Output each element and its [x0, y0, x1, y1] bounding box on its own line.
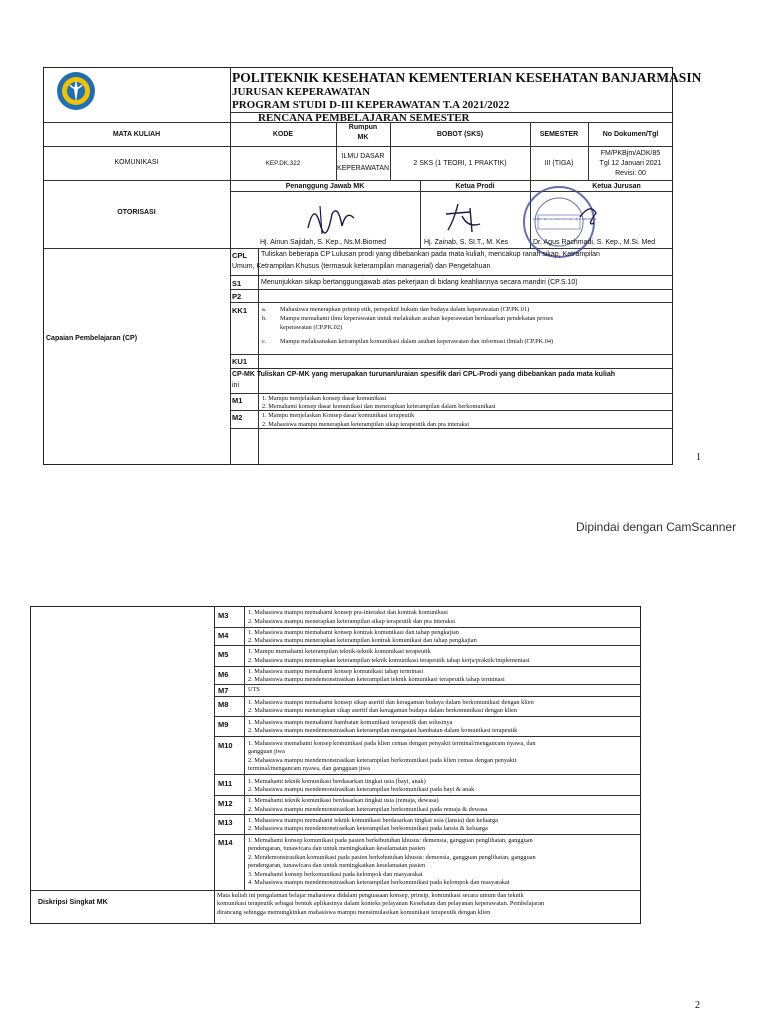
role-head-department: Ketua Jurusan [592, 183, 641, 190]
institution-name: POLITEKNIK KESEHATAN KEMENTERIAN KESEHATAN BANJARMASIN [232, 70, 702, 85]
kk1-item-b: Mampu memahami ilmu keperawatan untuk melakukan asuhan keperawatan berdasarkan pendekatan proses [280, 315, 554, 322]
module-code-m11: M11 [218, 779, 233, 788]
module-m14-item-3: 3. Memahami konsep berkomunikasi pada kelompok dan masyarakat [248, 871, 423, 878]
cpl-text-1: Tuliskan beberapa CP Lulusan prodi yang dibebankan pada mata kuliah, mencakup ranah sikap, Ketrampilan [261, 251, 600, 258]
cp-label: Capaian Pembelajaran (CP) [46, 335, 138, 342]
ku1-code: KU1 [232, 357, 248, 366]
module-m6-item-1: 1. Mahasiswa mampu memahami konsep komunikasi tahap terminasi [248, 668, 424, 675]
course-code: KEP.DK.322 [265, 160, 301, 167]
module-m4-item-2: 2. Mahasiswa mampu menerapkan keterampilan kontrak komunikasi dan tahap pengkajian [248, 637, 477, 644]
module-m2-item-1: 1. Mampu menjelaskan Konsep dasar komunikasi terapeutik [262, 412, 415, 419]
rumpun-line-1: ILMU DASAR [341, 153, 385, 160]
module-m14-item-2b: pendengaran, tunawicara dan untuk meningkatkan keselamatan pasien [248, 862, 426, 869]
module-m11-item-1: 1. Memahami teknik komunikasi berdasarkan tingkat usia (bayi, anak) [248, 778, 426, 785]
department-name: JURUSAN KEPERAWATAN [232, 86, 371, 98]
module-m14-item-4: 4. Mahasiswa mampu mendemonstrasikan keterampilan berkomunikasi pada kelompok dan masyarakat [248, 879, 510, 886]
s1-code: S1 [232, 279, 242, 288]
module-m3-item-2: 2. Mahasiswa mampu menerapkan keterampilan sikap terapeutik dan pra interaksi [248, 618, 456, 625]
name-head-program: Hj. Zainab, S. SI.T., M. Kes [424, 239, 509, 246]
kk1-item-c: Mampu melaksanakan ketrampilan komunikasi dalam asuhan keperawatan dan informasi ilmiah (CP.PK.04) [280, 338, 554, 345]
module-code-m10: M10 [218, 741, 233, 750]
module-m7-item-1: UTS [248, 686, 260, 693]
module-m13-item-2: 2. Mahasiswa mampu mendemonstrasikan keterampilan berkomunikasi pada lansia & keluarga [248, 825, 488, 832]
module-m3-item-1: 1. Mahasiswa mampu memahami konsep pra-interaksi dan kontrak komunikasi [248, 609, 448, 616]
name-head-department: Dr. Agus Rachmadi, S. Kep., M.Si. Med [533, 239, 656, 246]
role-course-lead: Penanggung Jawab MK [285, 183, 365, 190]
kk1-marker-b: b. [262, 315, 267, 322]
description-line-2: komunikasi terapeutik sebagai bentuk aplikasinya dalam konteks pelayanan Kesehatan dan pelayanan keperawatan. Pembelajaran [217, 900, 545, 907]
col-header-semester: SEMESTER [539, 131, 579, 138]
course-semester: III (TIGA) [544, 160, 574, 167]
module-code-m9: M9 [218, 720, 229, 729]
module-code-m2: M2 [232, 413, 243, 422]
module-m9-item-1: 1. Mahasiswa mampu memahami hambatan komunikasi terapeutik dan solusinya [248, 719, 453, 726]
module-m11-item-2: 2. Mahasiswa mampu mendemonstrasikan keterampilan berkomunikasi pada bayi & anak [248, 786, 475, 793]
module-m8-item-1: 1. Mahasiswa mampu memahami konsep sikap asertif dan keragaman budaya dalam berkomunikasi dengan klien [248, 699, 534, 706]
doc-number-1: FM/PKBjm/ADK/85 [600, 150, 661, 157]
module-code-m6: M6 [218, 670, 229, 679]
cpmk-text-2: ini [232, 382, 240, 389]
module-m8-item-2: 2. Mahasiswa mampu menerapkan sikap asertif dan keragaman budaya dalam berkomunikasi dengan klien [248, 707, 518, 714]
signature-head-program [440, 200, 490, 238]
module-code-m7: M7 [218, 686, 229, 695]
module-m6-item-2: 2. Mahasiswa mampu mendemonstrasikan keterampilan teknik komunikasi terapeutik tahap terminasi [248, 676, 505, 683]
official-stamp [520, 183, 598, 261]
module-m14-item-1: 1. Memahami konsep komunikasi pada pasien berkebutuhan khusus: demensia, gangguan penglihatan, gangguan [248, 837, 533, 844]
module-m4-item-1: 1. Mahasiswa mampu memahami konsep kontrak komunikasi dan tahap pengkajian [248, 629, 459, 636]
description-line-3: dirancang sehingga memungkinkan mahasiswa mampu mensimulasikan komunikasi terapeutik dengan klien [217, 909, 491, 916]
document-title: RENCANA PEMBELAJARAN SEMESTER [258, 112, 470, 124]
module-code-m12: M12 [218, 799, 233, 808]
cpl-text-2: Umum, Ketrampilan Khusus (termasuk keterampilan managerial) dan Pengetahuan [232, 263, 491, 270]
col-header-rumpun-2: MK [357, 134, 369, 141]
module-m9-item-2: 2. Mahasiswa mampu mendemonstrasikan keterampilan mengatasi hambatan dalam komunikasi terapeutik [248, 727, 518, 734]
module-code-m4: M4 [218, 631, 229, 640]
kk1-item-a: Mahasiswa menerapkan prinsip etik, perspektif hukum dan budaya dalam keperawatan (CP.PK.01) [280, 306, 530, 313]
page-number-1: 1 [696, 452, 701, 463]
col-header-docno: No Dokumen/Tgl [602, 131, 659, 138]
doc-number-2: Tgl 12 Januari 2021 [599, 160, 662, 167]
page-number-2: 2 [695, 1000, 700, 1011]
description-label: Diskripsi Singkat MK [38, 899, 108, 906]
module-m1-item-1: 1. Mampu menjelaskan konsep dasar komunikasi [262, 395, 387, 402]
role-head-program: Ketua Prodi [455, 183, 495, 190]
s1-text: Menunjukkan sikap bertanggungjawab atas pekerjaan di bidang keahliannya secara mandiri (CP.S.10) [261, 279, 578, 286]
module-m5-item-1: 1. Mampu memahami keterampilan teknik-teknik komunikasi terapeutik [248, 648, 431, 655]
col-header-course: MATA KULIAH [112, 131, 161, 138]
module-m1-item-2: 2. Memahami konsep dasar komunikasi dan menerapkan keterampilan dalam berkomunikasi [262, 403, 496, 410]
kk1-item-b-cont: keperawatan (CP.PK.02) [280, 324, 343, 331]
camscanner-watermark: Dipindai dengan CamScanner [576, 520, 737, 534]
course-name: KOMUNIKASI [114, 159, 159, 166]
p2-code: P2 [232, 292, 242, 301]
institution-logo [55, 70, 97, 112]
kk1-code: KK1 [232, 306, 248, 315]
module-m5-item-2: 2. Mahasiswa mampu menerapkan keterampilan teknik komunikasi terapeutik tahap kerja/praktik/implementasi [248, 657, 530, 664]
col-header-rumpun-1: Rumpun [348, 124, 378, 131]
col-header-credits: BOBOT (SKS) [436, 131, 484, 138]
stamp-text: KEMENTERIAN KESEHATAN REPUBLIK INDONESIA [533, 218, 597, 221]
name-course-lead: Hj. Ainun Sajidah, S. Kep., Ns.M.Biomed [260, 239, 387, 246]
module-code-m8: M8 [218, 700, 229, 709]
module-code-m3: M3 [218, 611, 229, 620]
module-code-m5: M5 [218, 650, 229, 659]
cpl-code: CPL [232, 251, 247, 260]
description-line-1: Mata kuliah ini pengalaman belajar mahasiswa didalam penguasaan konsep, prinsip, komunikasi secara umum dan teknik [217, 892, 524, 899]
module-m10-item-2b: terminal/mengancam nyawa, dan gangguan jiwa [248, 765, 370, 772]
module-m2-item-2: 2. Mahasiswa mampu menerapkan keterampilan sikap terapeutik dan pra interaksi [262, 421, 470, 428]
module-code-m1: M1 [232, 396, 243, 405]
cpmk-text-1: CP-MK Tuliskan CP-MK yang merupakan turunan/uraian spesifik dari CPL-Prodi yang dibebankan pada mata kuliah [232, 371, 616, 378]
kk1-marker-c: c. [262, 338, 267, 345]
course-credits: 2 SKS (1 TEORI, 1 PRAKTIK) [413, 160, 507, 167]
kk1-marker-a: a. [262, 306, 267, 313]
signature-course-lead [300, 198, 360, 238]
col-header-code: KODE [272, 131, 294, 138]
module-m10-item-1: 1. Mahasiswa memahami konsep komunikasi pada klien cemas dengan penyakit terminal/mengancam nyawa, dan [248, 740, 536, 747]
module-m12-item-2: 2. Mahasiswa mampu mendemonstrasikan keterampilan berkomunikasi pada remaja & dewasa [248, 806, 488, 813]
program-name: PROGRAM STUDI D-III KEPERAWATAN T.A 2021/2022 [232, 99, 510, 111]
rumpun-line-2: KEPERAWATAN [336, 165, 390, 172]
module-m10-item-2: 2. Mahasiswa mampu mendemonstrasikan keterampilan berkomunikasi pada klien cemas dengan penyakit [248, 757, 517, 764]
module-m14-item-2: 2. Mendemonstrasikan komunikasi pada pasien berkebutuhan khusus: demensia, gangguan penglihatan, gangguan [248, 854, 536, 861]
module-m10-item-1b: gangguan jiwa [248, 748, 285, 755]
authorization-label: OTORISASI [117, 209, 156, 216]
module-m14-item-1b: pendengaran, tunawicara dan untuk meningkatkan keselamatan pasien [248, 845, 426, 852]
module-code-m13: M13 [218, 818, 233, 827]
module-code-m14: M14 [218, 838, 233, 847]
module-m13-item-1: 1. Mahasiswa mampu memahami teknik komunikasi berdasarkan tingkat usia (lansia) dan keluarga [248, 817, 498, 824]
module-m12-item-1: 1. Memahami teknik komunikasi berdasarkan tingkat usia (remaja, dewasa) [248, 797, 439, 804]
doc-number-3: Revisi: 00 [615, 170, 646, 177]
